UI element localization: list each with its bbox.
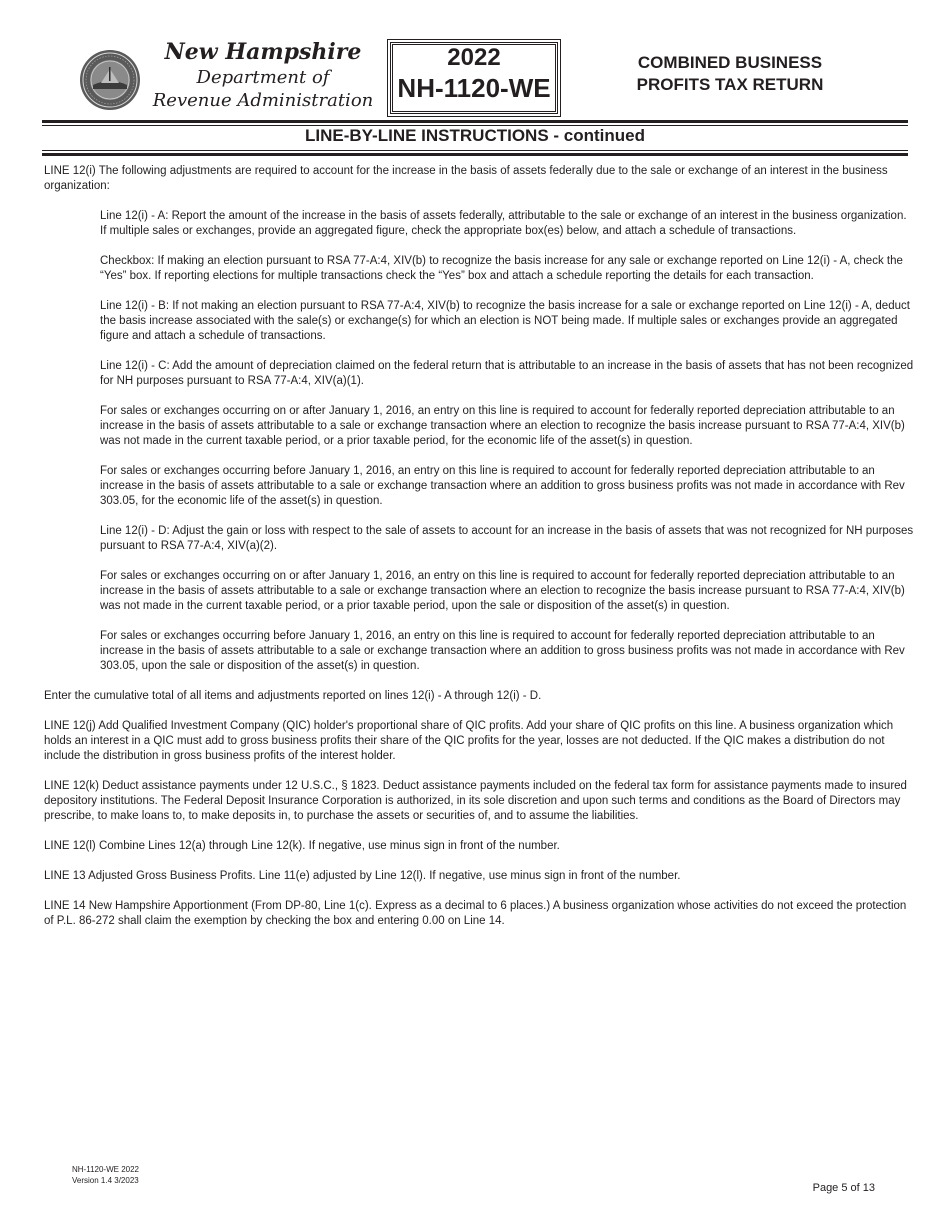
divider [42,120,908,123]
instruction-paragraph: LINE 12(i) The following adjustments are required to account for the increase in the basis of assets federally due to the sale or exchange of an interest in the business organization: [44,165,888,192]
return-title [610,52,850,96]
agency-line-1: Department of [196,67,330,88]
instruction-paragraph: Line 12(i) - D: Adjust the gain or loss with respect to the sale of assets to account for an increase in the basis of assets that was not recognized for NH purposes pursuant to RSA 77-A:4, XIV(a)(2). [100,525,914,552]
agency-name [148,38,378,112]
footer-version: Version 1.4 3/2023 [72,1176,139,1185]
instruction-paragraph: For sales or exchanges occurring before January 1, 2016, an entry on this line is required to account for federally reported depreciation attributable to an increase in the basis of assets attributable to a sale or exchange transaction where an addition to gross business profits was not made in accordance with Rev 303.05, upon the sale or disposition of the asset(s) in question. [100,630,905,672]
instruction-paragraph: LINE 12(j) Add Qualified Investment Company (QIC) holder's proportional share of QIC profits. Add your share of QIC profits on this line. A business organization which holds an interest in a QIC must add to gross business profits their share of the QIC profits for the year, losses are not deducted. If the QIC makes a distribution do not include the distribution in gross business profits of the interest holder. [44,720,894,762]
footer-form-info [72,1164,139,1186]
instruction-paragraph: Line 12(i) - B: If not making an election pursuant to RSA 77-A:4, XIV(b) to recognize the basis increase for a sale or exchange reported on Line 12(i) - A, deduct the basis increase associated with the sale(s) or exchange(s) for which an election is NOT being made. If multiple sales or exchanges provide an aggregated figure and attach a schedule of transactions. [100,300,910,342]
return-title-line-2: PROFITS TAX RETURN [636,75,824,94]
instruction-paragraph: For sales or exchanges occurring on or after January 1, 2016, an entry on this line is required to account for federally reported depreciation attributable to an increase in the basis of assets attributable to a sale or exchange transaction where an election to recognize the basis increase pursuant to RSA 77-A:4, XIV(b) was not made in the current taxable period, or a prior taxable period, upon the sale or disposition of the asset(s) in question. [100,570,905,612]
instruction-paragraph: Enter the cumulative total of all items and adjustments reported on lines 12(i) - A through 12(i) - D. [44,690,542,702]
form-code: NH-1120-WE [397,73,551,103]
state-seal-icon [79,49,141,111]
instruction-paragraph: Line 12(i) - A: Report the amount of the increase in the basis of assets federally, attributable to the sale or exchange of an interest in the business organization. If multiple sales or exchanges, provide an aggregated figure, check the appropriate box(es) below, and attach a schedule of transactions. [100,210,907,237]
instruction-paragraph: Checkbox: If making an election pursuant to RSA 77-A:4, XIV(b) to recognize the basis increase for any sale or exchange reported on Line 12(i) - A, check the “Yes” box. If reporting elections for multiple transactions check the “Yes” box and attach a schedule reporting the details for each transaction. [100,255,903,282]
instruction-paragraph: For sales or exchanges occurring before January 1, 2016, an entry on this line is required to account for federally reported depreciation attributable to an increase in the basis of assets attributable to a sale or exchange transaction where an addition to gross business profits was not made in accordance with Rev 303.05, for the economic life of the asset(s) in question. [100,465,905,507]
return-title-line-1: COMBINED BUSINESS [637,53,823,72]
agency-line-2: Revenue Administration [152,90,374,111]
divider [42,153,908,156]
page-number: Page 5 of 13 [812,1182,875,1194]
footer-form-id: NH-1120-WE 2022 [72,1165,139,1174]
instruction-paragraph: For sales or exchanges occurring on or after January 1, 2016, an entry on this line is required to account for federally reported depreciation attributable to an increase in the basis of assets attributable to a sale or exchange transaction where an election to recognize the basis increase pursuant to RSA 77-A:4, XIV(b) was not made in the current taxable period, or a prior taxable period, for the economic life of the asset(s) in question. [100,405,905,447]
form-id-box [390,42,558,114]
instruction-paragraph: LINE 13 Adjusted Gross Business Profits. Line 11(e) adjusted by Line 12(l). If negative, use minus sign in front of the number. [44,870,681,882]
agency-state: New Hampshire [164,39,362,65]
instruction-paragraph: Line 12(i) - C: Add the amount of depreciation claimed on the federal return that is attributable to an increase in the basis of assets that has not been recognized for NH purposes pursuant to RSA 77-A:4, XIV(a)(1). [100,360,914,387]
instruction-paragraph: LINE 14 New Hampshire Apportionment (From DP-80, Line 1(c). Express as a decimal to 6 places.) A business organization whose activities do not exceed the protection of P.L. 86-272 shall claim the exemption by checking the box and entering 0.00 on Line 14. [44,900,907,927]
section-title: LINE-BY-LINE INSTRUCTIONS - continued [305,126,645,145]
instruction-paragraph: LINE 12(l) Combine Lines 12(a) through Line 12(k). If negative, use minus sign in front of the number. [44,840,560,852]
divider [42,150,908,151]
page-header [0,0,950,125]
instructions-body [44,164,914,944]
instruction-paragraph: LINE 12(k) Deduct assistance payments under 12 U.S.C., § 1823. Deduct assistance payments included on the federal tax form for assistance payments made to insured depository institutions. The Federal Deposit Insurance Corporation is authorized, in its sole discretion and upon such terms and conditions as the Board of Directors may prescribe, to make loans to, to make deposits in, to purchase the assets or securities of, and to assume the liabilities. [44,780,907,822]
form-year: 2022 [447,44,501,71]
